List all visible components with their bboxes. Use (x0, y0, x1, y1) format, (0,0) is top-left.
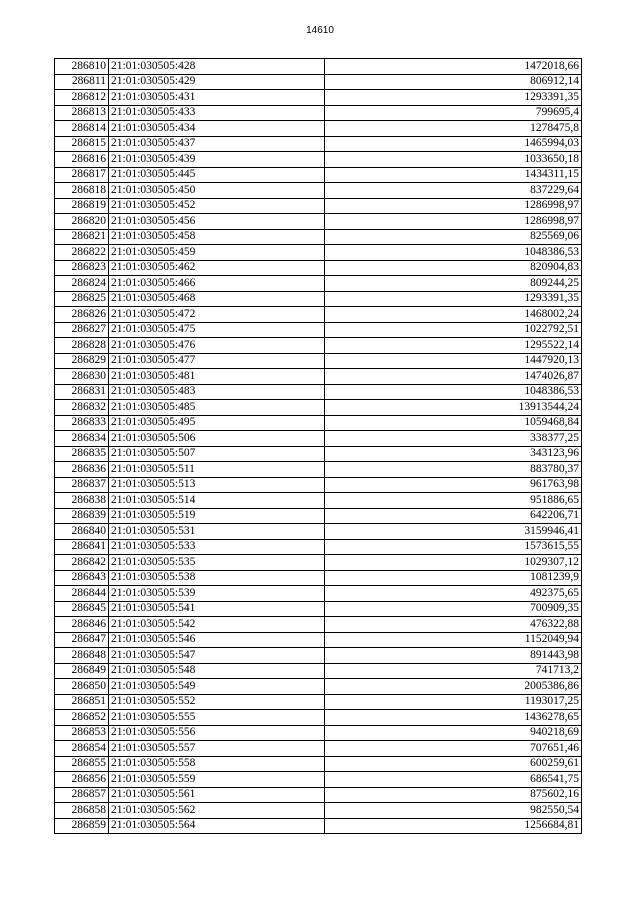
row-number-cell: 286835 (55, 446, 109, 462)
row-number-cell: 286830 (55, 369, 109, 385)
cadastral-value-cell: 961763,98 (325, 477, 582, 493)
row-number-cell: 286858 (55, 803, 109, 819)
table-row (55, 601, 582, 617)
table-row (55, 818, 582, 834)
cadastral-value-cell: 809244,25 (325, 276, 582, 292)
cadastral-value-cell: 492375,65 (325, 586, 582, 602)
cadastral-value-cell: 3159946,41 (325, 524, 582, 540)
cadastral-value-cell: 875602,16 (325, 787, 582, 803)
row-number-cell: 286839 (55, 508, 109, 524)
row-number-cell: 286841 (55, 539, 109, 555)
table-row (55, 710, 582, 726)
cadastral-number-cell: 21:01:030505:535 (109, 555, 325, 571)
cadastral-number-cell: 21:01:030505:475 (109, 322, 325, 338)
row-number-cell: 286823 (55, 260, 109, 276)
row-number-cell: 286812 (55, 90, 109, 106)
row-number-cell: 286818 (55, 183, 109, 199)
table-row (55, 59, 582, 75)
cadastral-number-cell: 21:01:030505:466 (109, 276, 325, 292)
cadastral-value-cell: 1022792,51 (325, 322, 582, 338)
cadastral-value-cell: 1256684,81 (325, 818, 582, 834)
table-row (55, 152, 582, 168)
row-number-cell: 286849 (55, 663, 109, 679)
row-number-cell: 286816 (55, 152, 109, 168)
cadastral-value-cell: 1447920,13 (325, 353, 582, 369)
table-row (55, 121, 582, 137)
table-row (55, 198, 582, 214)
cadastral-number-cell: 21:01:030505:458 (109, 229, 325, 245)
table-row (55, 260, 582, 276)
table-row (55, 229, 582, 245)
table-row (55, 90, 582, 106)
cadastral-number-cell: 21:01:030505:434 (109, 121, 325, 137)
cadastral-number-cell: 21:01:030505:559 (109, 772, 325, 788)
cadastral-value-cell: 1293391,35 (325, 90, 582, 106)
cadastral-number-cell: 21:01:030505:541 (109, 601, 325, 617)
table-row (55, 167, 582, 183)
row-number-cell: 286846 (55, 617, 109, 633)
row-number-cell: 286854 (55, 741, 109, 757)
cadastral-value-cell: 799695,4 (325, 105, 582, 121)
cadastral-value-cell: 343123,96 (325, 446, 582, 462)
row-number-cell: 286836 (55, 462, 109, 478)
row-number-cell: 286819 (55, 198, 109, 214)
cadastral-value-cell: 820904,83 (325, 260, 582, 276)
table-row (55, 663, 582, 679)
row-number-cell: 286828 (55, 338, 109, 354)
cadastral-number-cell: 21:01:030505:481 (109, 369, 325, 385)
cadastral-value-cell: 1286998,97 (325, 214, 582, 230)
cadastral-number-cell: 21:01:030505:433 (109, 105, 325, 121)
row-number-cell: 286834 (55, 431, 109, 447)
row-number-cell: 286848 (55, 648, 109, 664)
cadastral-value-cell: 1048386,53 (325, 384, 582, 400)
cadastral-number-cell: 21:01:030505:513 (109, 477, 325, 493)
cadastral-value-cell: 338377,25 (325, 431, 582, 447)
table-row (55, 245, 582, 261)
cadastral-number-cell: 21:01:030505:533 (109, 539, 325, 555)
cadastral-number-cell: 21:01:030505:511 (109, 462, 325, 478)
cadastral-value-cell: 2005386,86 (325, 679, 582, 695)
cadastral-number-cell: 21:01:030505:472 (109, 307, 325, 323)
cadastral-value-cell: 1193017,25 (325, 694, 582, 710)
cadastral-value-cell: 806912,14 (325, 74, 582, 90)
cadastral-value-cell: 1059468,84 (325, 415, 582, 431)
table-row (55, 632, 582, 648)
cadastral-number-cell: 21:01:030505:428 (109, 59, 325, 75)
cadastral-number-cell: 21:01:030505:549 (109, 679, 325, 695)
table-row (55, 462, 582, 478)
cadastral-number-cell: 21:01:030505:555 (109, 710, 325, 726)
row-number-cell: 286815 (55, 136, 109, 152)
row-number-cell: 286843 (55, 570, 109, 586)
cadastral-number-cell: 21:01:030505:561 (109, 787, 325, 803)
cadastral-value-cell: 700909,35 (325, 601, 582, 617)
cadastral-number-cell: 21:01:030505:456 (109, 214, 325, 230)
cadastral-value-cell: 982550,54 (325, 803, 582, 819)
cadastral-value-cell: 686541,75 (325, 772, 582, 788)
cadastral-number-cell: 21:01:030505:495 (109, 415, 325, 431)
table-row (55, 136, 582, 152)
row-number-cell: 286826 (55, 307, 109, 323)
cadastral-value-cell: 600259,61 (325, 756, 582, 772)
cadastral-number-cell: 21:01:030505:519 (109, 508, 325, 524)
table-body (55, 59, 582, 834)
cadastral-number-cell: 21:01:030505:539 (109, 586, 325, 602)
table-row (55, 694, 582, 710)
table-row (55, 539, 582, 555)
row-number-cell: 286817 (55, 167, 109, 183)
cadastral-value-cell: 1278475,8 (325, 121, 582, 137)
cadastral-value-cell: 476322,88 (325, 617, 582, 633)
table-row (55, 617, 582, 633)
cadastral-value-cell: 940218,69 (325, 725, 582, 741)
cadastral-value-cell: 1436278,65 (325, 710, 582, 726)
cadastral-value-cell: 1081239,9 (325, 570, 582, 586)
cadastral-number-cell: 21:01:030505:556 (109, 725, 325, 741)
row-number-cell: 286851 (55, 694, 109, 710)
cadastral-number-cell: 21:01:030505:548 (109, 663, 325, 679)
cadastral-number-cell: 21:01:030505:564 (109, 818, 325, 834)
table-row (55, 772, 582, 788)
cadastral-value-cell: 1152049,94 (325, 632, 582, 648)
table-row (55, 183, 582, 199)
row-number-cell: 286825 (55, 291, 109, 307)
row-number-cell: 286827 (55, 322, 109, 338)
table-row (55, 322, 582, 338)
row-number-cell: 286832 (55, 400, 109, 416)
cadastral-number-cell: 21:01:030505:483 (109, 384, 325, 400)
cadastral-value-cell: 642206,71 (325, 508, 582, 524)
row-number-cell: 286840 (55, 524, 109, 540)
table-row (55, 555, 582, 571)
row-number-cell: 286810 (55, 59, 109, 75)
cadastral-number-cell: 21:01:030505:557 (109, 741, 325, 757)
cadastral-value-cell: 883780,37 (325, 462, 582, 478)
table-row (55, 400, 582, 416)
table-row (55, 477, 582, 493)
cadastral-value-table (54, 58, 582, 834)
cadastral-value-cell: 1434311,15 (325, 167, 582, 183)
cadastral-value-cell: 1029307,12 (325, 555, 582, 571)
row-number-cell: 286813 (55, 105, 109, 121)
table-row (55, 570, 582, 586)
cadastral-number-cell: 21:01:030505:459 (109, 245, 325, 261)
row-number-cell: 286821 (55, 229, 109, 245)
row-number-cell: 286844 (55, 586, 109, 602)
row-number-cell: 286842 (55, 555, 109, 571)
cadastral-value-cell: 837229,64 (325, 183, 582, 199)
table-row (55, 276, 582, 292)
table-row (55, 431, 582, 447)
cadastral-value-cell: 1468002,24 (325, 307, 582, 323)
row-number-cell: 286850 (55, 679, 109, 695)
cadastral-value-cell: 1293391,35 (325, 291, 582, 307)
table-row (55, 787, 582, 803)
cadastral-number-cell: 21:01:030505:562 (109, 803, 325, 819)
row-number-cell: 286811 (55, 74, 109, 90)
cadastral-number-cell: 21:01:030505:538 (109, 570, 325, 586)
cadastral-value-cell: 1465994,03 (325, 136, 582, 152)
cadastral-number-cell: 21:01:030505:437 (109, 136, 325, 152)
cadastral-number-cell: 21:01:030505:431 (109, 90, 325, 106)
row-number-cell: 286833 (55, 415, 109, 431)
row-number-cell: 286814 (55, 121, 109, 137)
row-number-cell: 286852 (55, 710, 109, 726)
cadastral-value-cell: 707651,46 (325, 741, 582, 757)
cadastral-value-cell: 1048386,53 (325, 245, 582, 261)
cadastral-value-cell: 1474026,87 (325, 369, 582, 385)
table-row (55, 214, 582, 230)
table-row (55, 384, 582, 400)
table-row (55, 679, 582, 695)
cadastral-number-cell: 21:01:030505:485 (109, 400, 325, 416)
cadastral-number-cell: 21:01:030505:547 (109, 648, 325, 664)
row-number-cell: 286856 (55, 772, 109, 788)
row-number-cell: 286847 (55, 632, 109, 648)
table-row (55, 586, 582, 602)
cadastral-number-cell: 21:01:030505:429 (109, 74, 325, 90)
row-number-cell: 286822 (55, 245, 109, 261)
row-number-cell: 286838 (55, 493, 109, 509)
cadastral-value-cell: 891443,98 (325, 648, 582, 664)
cadastral-value-cell: 1295522,14 (325, 338, 582, 354)
row-number-cell: 286855 (55, 756, 109, 772)
cadastral-number-cell: 21:01:030505:558 (109, 756, 325, 772)
table-row (55, 353, 582, 369)
cadastral-number-cell: 21:01:030505:531 (109, 524, 325, 540)
table-row (55, 524, 582, 540)
table-row (55, 291, 582, 307)
table-row (55, 446, 582, 462)
table-row (55, 725, 582, 741)
table-row (55, 105, 582, 121)
row-number-cell: 286829 (55, 353, 109, 369)
cadastral-number-cell: 21:01:030505:542 (109, 617, 325, 633)
row-number-cell: 286857 (55, 787, 109, 803)
row-number-cell: 286859 (55, 818, 109, 834)
cadastral-number-cell: 21:01:030505:476 (109, 338, 325, 354)
cadastral-number-cell: 21:01:030505:452 (109, 198, 325, 214)
cadastral-number-cell: 21:01:030505:477 (109, 353, 325, 369)
row-number-cell: 286845 (55, 601, 109, 617)
table-row (55, 369, 582, 385)
row-number-cell: 286853 (55, 725, 109, 741)
cadastral-number-cell: 21:01:030505:552 (109, 694, 325, 710)
cadastral-number-cell: 21:01:030505:514 (109, 493, 325, 509)
cadastral-value-cell: 1573615,55 (325, 539, 582, 555)
cadastral-number-cell: 21:01:030505:450 (109, 183, 325, 199)
table-row (55, 756, 582, 772)
cadastral-value-cell: 951886,65 (325, 493, 582, 509)
row-number-cell: 286831 (55, 384, 109, 400)
table-row (55, 741, 582, 757)
table-row (55, 493, 582, 509)
row-number-cell: 286824 (55, 276, 109, 292)
cadastral-number-cell: 21:01:030505:507 (109, 446, 325, 462)
cadastral-value-cell: 741713,2 (325, 663, 582, 679)
table-row (55, 74, 582, 90)
cadastral-number-cell: 21:01:030505:462 (109, 260, 325, 276)
page-number: 14610 (306, 25, 334, 36)
cadastral-number-cell: 21:01:030505:468 (109, 291, 325, 307)
cadastral-value-cell: 13913544,24 (325, 400, 582, 416)
table-row (55, 648, 582, 664)
table-row (55, 508, 582, 524)
row-number-cell: 286837 (55, 477, 109, 493)
table-row (55, 415, 582, 431)
cadastral-number-cell: 21:01:030505:439 (109, 152, 325, 168)
table-row (55, 803, 582, 819)
cadastral-value-cell: 1286998,97 (325, 198, 582, 214)
cadastral-value-cell: 825569,06 (325, 229, 582, 245)
table-row (55, 338, 582, 354)
row-number-cell: 286820 (55, 214, 109, 230)
cadastral-number-cell: 21:01:030505:546 (109, 632, 325, 648)
cadastral-number-cell: 21:01:030505:506 (109, 431, 325, 447)
cadastral-value-cell: 1472018,66 (325, 59, 582, 75)
cadastral-number-cell: 21:01:030505:445 (109, 167, 325, 183)
table-row (55, 307, 582, 323)
cadastral-value-cell: 1033650,18 (325, 152, 582, 168)
